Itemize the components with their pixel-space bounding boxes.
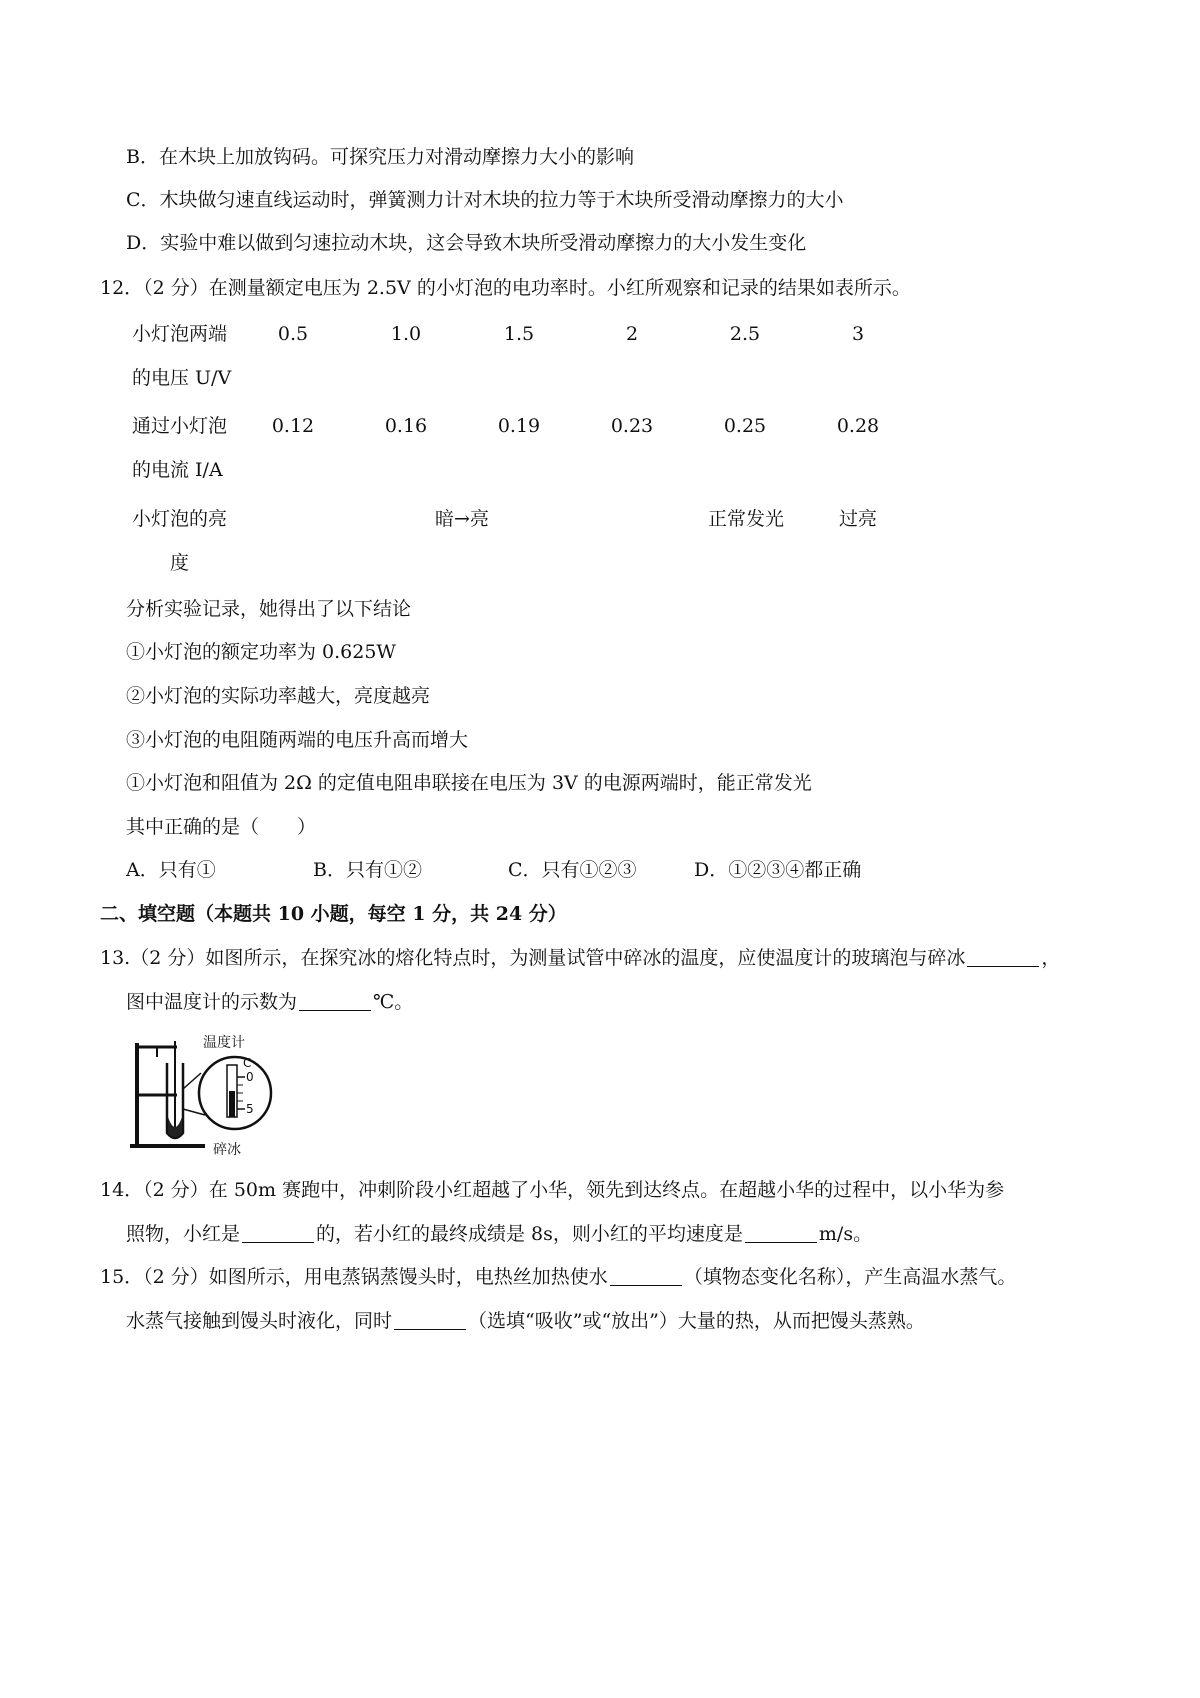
q14-blank-1[interactable]	[242, 1222, 314, 1243]
scale-five-label: 5	[246, 1102, 254, 1116]
row-current-label-a: 通过小灯泡	[132, 415, 228, 437]
q13-blank-2[interactable]	[299, 990, 371, 1011]
q15-text-b: （填物态变化名称），产生高温水蒸气。	[683, 1266, 1017, 1288]
ice-melting-figure	[125, 1033, 285, 1158]
q12-stem: 12．（2 分）在测量额定电压为 2.5V 的小灯泡的电功率时。小红所观察和记录的结果如表所示。	[100, 277, 911, 299]
voltage-cell: 1.0	[390, 323, 422, 345]
q15-text-c: 水蒸气接触到馒头时液化，同时	[126, 1310, 393, 1332]
row-brightness-label-a: 小灯泡的亮	[132, 508, 228, 530]
magnifier-line-b	[183, 1109, 205, 1115]
current-cell: 0.28	[836, 415, 880, 437]
q12-conclusion-4: ①小灯泡和阻值为 2Ω 的定值电阻串联接在电压为 3V 的电源两端时，能正常发光	[126, 772, 812, 794]
q14-text-b: 的，若小红的最终成绩是 8s，则小红的平均速度是	[316, 1223, 743, 1245]
q13-blank-1[interactable]	[967, 946, 1039, 967]
current-cell: 0.25	[723, 415, 767, 437]
voltage-cell: 2	[625, 323, 639, 345]
q11-option-b: B．在木块上加放钩码。可探究压力对滑动摩擦力大小的影响	[126, 146, 634, 168]
current-cell: 0.12	[271, 415, 315, 437]
current-cell: 0.16	[384, 415, 428, 437]
scale-zero-label: 0	[246, 1070, 254, 1084]
row-voltage-label-a: 小灯泡两端	[132, 323, 228, 345]
q12-conclusion-3: ③小灯泡的电阻随两端的电压升高而增大	[126, 729, 469, 751]
q13-line2	[126, 990, 413, 1014]
q13-text-a: 13.（2 分）如图所示，在探究冰的熔化特点时，为测量试管中碎冰的温度，应使温度计的玻璃泡与碎冰	[100, 947, 966, 969]
q15-blank-2[interactable]	[394, 1309, 466, 1330]
q15-text-d: （选填“吸收”或“放出”）大量的热，从而把馒头蒸熟。	[468, 1310, 925, 1332]
q12-option-d: D．①②③④都正确	[694, 859, 862, 881]
q12-conclusion-2: ②小灯泡的实际功率越大，亮度越亮	[126, 685, 431, 707]
q12-conclusion-1: ①小灯泡的额定功率为 0.625W	[126, 641, 396, 663]
brightness-cell: 过亮	[838, 508, 878, 530]
q15-blank-1[interactable]	[610, 1265, 682, 1286]
scale-unit-label: C	[243, 1056, 252, 1070]
voltage-cell: 1.5	[503, 323, 535, 345]
current-cell: 0.23	[610, 415, 654, 437]
voltage-cell: 2.5	[729, 323, 761, 345]
q11-option-c: C．木块做匀速直线运动时，弹簧测力计对木块的拉力等于木块所受滑动摩擦力的大小	[126, 189, 844, 211]
scale-liquid	[229, 1091, 235, 1117]
q15-line1	[100, 1265, 1016, 1289]
q11-option-d: D．实验中难以做到匀速拉动木块，这会导致木块所受滑动摩擦力的大小发生变化	[126, 232, 807, 254]
voltage-cell: 0.5	[277, 323, 309, 345]
q15-text-a: 15．（2 分）如图所示，用电蒸锅蒸馒头时，电热丝加热使水	[100, 1266, 608, 1288]
q13-line1	[100, 946, 1060, 970]
brightness-cell: 正常发光	[707, 508, 785, 530]
section-heading: 二、填空题（本题共 10 小题，每空 1 分，共 24 分）	[100, 903, 567, 925]
q13-text-b: ，	[1041, 947, 1061, 969]
q14-text-c: m/s。	[818, 1223, 873, 1245]
label-crushed-ice: 碎冰	[213, 1142, 241, 1158]
q12-option-c: C．只有①②③	[508, 859, 637, 881]
magnifier-line-a	[183, 1073, 201, 1089]
q12-option-a: A．只有①	[126, 859, 216, 881]
q15-line2	[126, 1309, 925, 1333]
label-thermometer: 温度计	[203, 1035, 245, 1051]
q14-line2	[126, 1222, 872, 1246]
current-cell: 0.19	[497, 415, 541, 437]
q13-text-c: 图中温度计的示数为	[126, 991, 298, 1013]
q14-text-a: 照物，小红是	[126, 1223, 241, 1245]
q12-option-b: B．只有①②	[313, 859, 422, 881]
q14-blank-2[interactable]	[745, 1222, 817, 1243]
brightness-cell: 暗→亮	[435, 508, 489, 530]
row-current-label-b: 的电流 I/A	[132, 459, 223, 481]
q12-analysis: 分析实验记录，她得出了以下结论	[126, 598, 412, 620]
voltage-cell: 3	[851, 323, 865, 345]
q14-line1: 14．（2 分）在 50m 赛跑中，冲刺阶段小红超越了小华，领先到达终点。在超越小华的过程中，以小华为参	[100, 1179, 1005, 1201]
row-voltage-label-b: 的电压 U/V	[132, 367, 232, 389]
q12-question: 其中正确的是（ ）	[126, 816, 317, 838]
q13-text-d: ℃。	[373, 991, 414, 1013]
row-brightness-label-b: 度	[170, 552, 190, 574]
